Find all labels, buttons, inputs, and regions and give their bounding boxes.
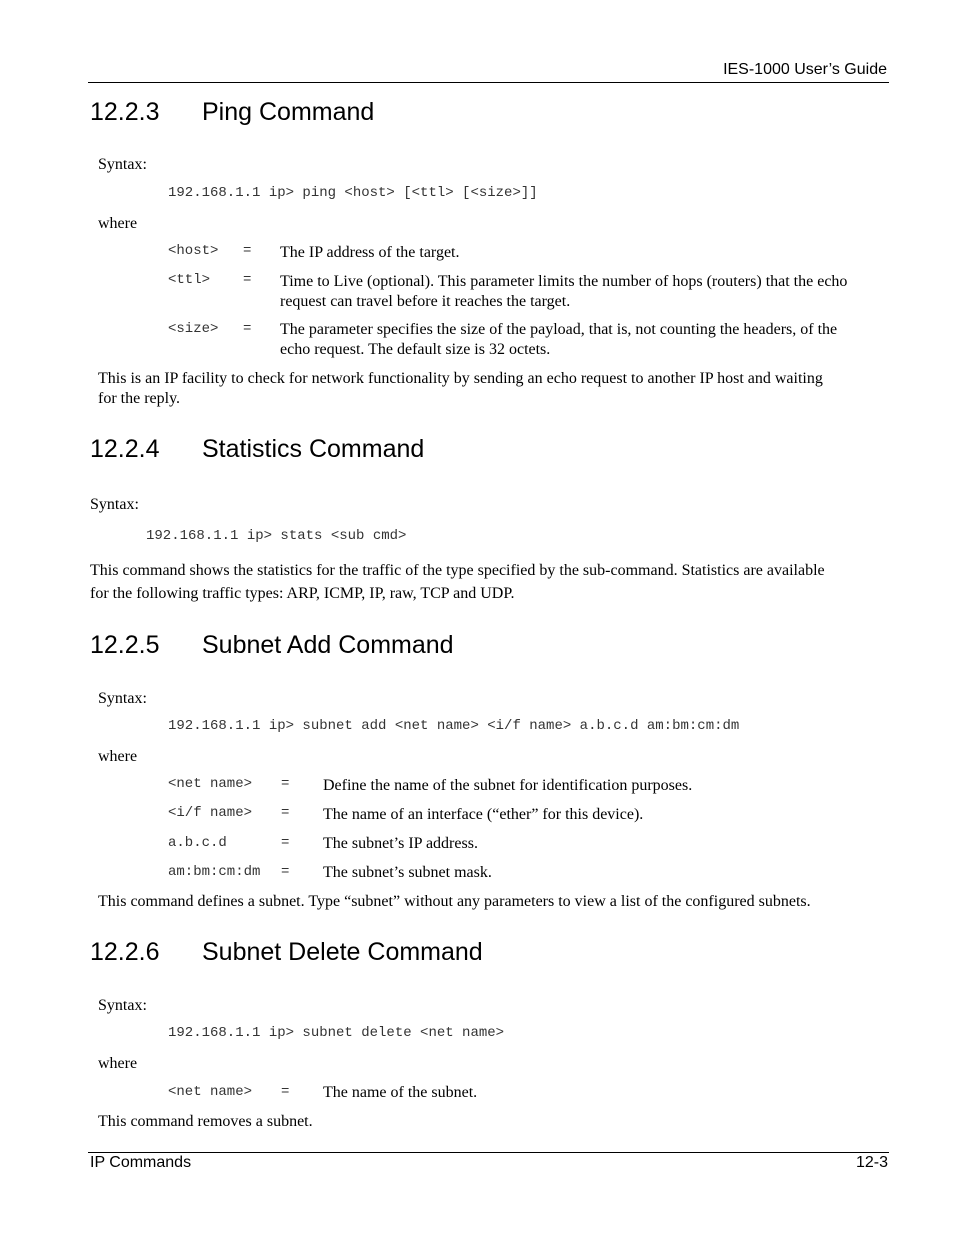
- syntax-label: Syntax:: [98, 690, 147, 707]
- param-name: <ttl>: [168, 272, 211, 288]
- footer-chapter-title: IP Commands: [90, 1154, 192, 1171]
- page-header-title: IES-1000 User’s Guide: [723, 61, 887, 78]
- param-equals: =: [281, 864, 290, 880]
- section-number: 12.2.4: [90, 435, 160, 463]
- syntax-label: Syntax:: [98, 997, 147, 1014]
- param-equals: =: [243, 272, 252, 288]
- param-equals: =: [281, 835, 290, 851]
- section-heading-ping: [90, 97, 590, 127]
- section-heading-statistics: [90, 434, 590, 464]
- param-description: The subnet’s IP address.: [323, 835, 478, 852]
- page-number: 12-3: [855, 1154, 888, 1171]
- where-label: where: [98, 1055, 138, 1072]
- param-equals: =: [281, 1084, 290, 1100]
- section-description: This command defines a subnet. Type “subnet” without any parameters to view a list of the configured subnets.: [98, 893, 811, 910]
- command-syntax: 192.168.1.1 ip> subnet add <net name> <i/f name> a.b.c.d am:bm:cm:dm: [168, 718, 740, 734]
- param-name: <net name>: [168, 1084, 253, 1100]
- where-label: where: [98, 748, 138, 765]
- param-equals: =: [281, 776, 290, 792]
- footer-divider: [88, 1152, 889, 1153]
- section-number: 12.2.5: [90, 631, 160, 659]
- param-description: The name of an interface (“ether” for this device).: [323, 806, 644, 823]
- header-divider: [88, 82, 889, 83]
- command-syntax: 192.168.1.1 ip> ping <host> [<ttl> [<size>]]: [168, 185, 538, 201]
- section-title: Subnet Delete Command: [202, 938, 483, 966]
- command-syntax: 192.168.1.1 ip> subnet delete <net name>: [168, 1025, 505, 1041]
- where-label: where: [98, 215, 138, 232]
- param-description: The name of the subnet.: [323, 1084, 478, 1101]
- section-heading-subnet-delete: [90, 937, 590, 967]
- param-name: <i/f name>: [168, 805, 253, 821]
- param-description: Time to Live (optional). This parameter limits the number of hops (routers) that the echo request can travel before it reaches the target.: [280, 273, 848, 310]
- syntax-label: Syntax:: [90, 496, 139, 513]
- syntax-label: Syntax:: [98, 156, 147, 173]
- section-heading-subnet-add: [90, 630, 590, 660]
- section-title: Ping Command: [202, 98, 375, 126]
- param-name: a.b.c.d: [168, 835, 227, 851]
- section-number: 12.2.3: [90, 98, 160, 126]
- section-description: This command removes a subnet.: [98, 1113, 313, 1130]
- param-description: The subnet’s subnet mask.: [323, 864, 492, 881]
- param-equals: =: [243, 321, 252, 337]
- param-name: <host>: [168, 243, 219, 259]
- param-description: Define the name of the subnet for identification purposes.: [323, 777, 693, 794]
- command-syntax: 192.168.1.1 ip> stats <sub cmd>: [146, 528, 407, 544]
- param-description: The parameter specifies the size of the payload, that is, not counting the headers, of the echo request. The default size is 32 octets.: [280, 321, 838, 358]
- section-title: Subnet Add Command: [202, 631, 454, 659]
- param-name: <size>: [168, 321, 219, 337]
- section-description: This is an IP facility to check for network functionality by sending an echo request to another IP host and waiting for the reply.: [98, 370, 823, 407]
- param-name: <net name>: [168, 776, 253, 792]
- param-name: am:bm:cm:dm: [168, 864, 261, 880]
- param-equals: =: [281, 805, 290, 821]
- param-equals: =: [243, 243, 252, 259]
- param-description: The IP address of the target.: [280, 244, 460, 261]
- section-description: This command shows the statistics for the traffic of the type specified by the sub-command. Statistics are available for the following traffic types: ARP, ICMP, IP, raw, TCP and UDP.: [90, 562, 825, 602]
- section-number: 12.2.6: [90, 938, 160, 966]
- section-title: Statistics Command: [202, 435, 425, 463]
